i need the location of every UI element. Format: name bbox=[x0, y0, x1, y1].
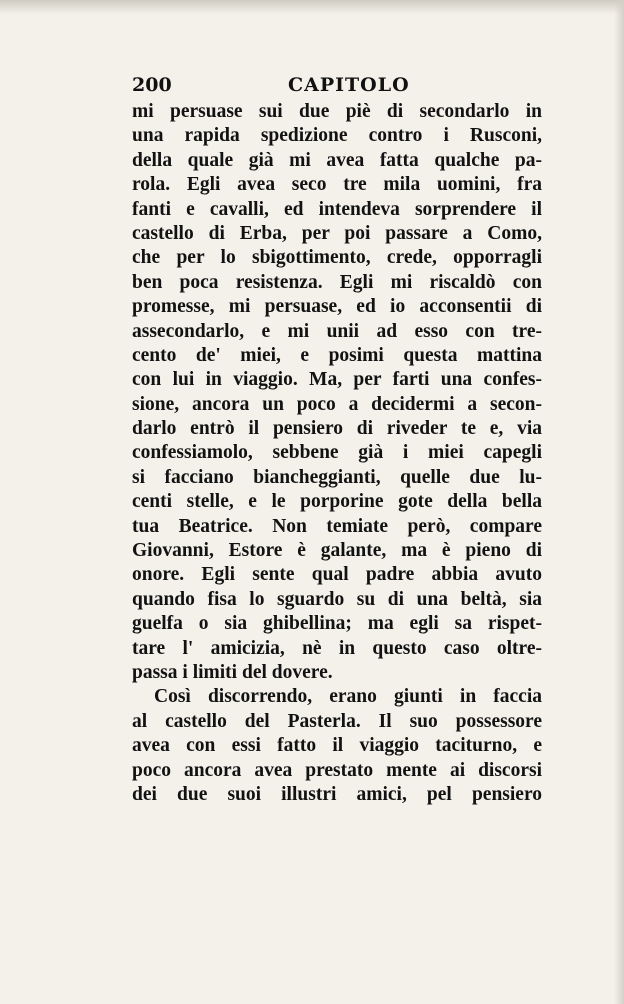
page-edge-shadow-right bbox=[614, 0, 624, 1004]
body-text bbox=[132, 100, 542, 807]
text-line: confessiamolo, sebbene già i miei capegli bbox=[132, 442, 542, 464]
text-line: tua Beatrice. Non temiate però, compare bbox=[132, 515, 542, 537]
text-line: della quale già mi avea fatta qualche pa- bbox=[132, 149, 542, 171]
text-line: assecondarlo, e mi unii ad esso con tre- bbox=[132, 320, 542, 342]
text-line: una rapida spedizione contro i Rusconi, bbox=[132, 125, 542, 147]
text-line: che per lo sbigottimento, crede, opporragli bbox=[132, 247, 542, 269]
text-line: cento de' miei, e posimi questa mattina bbox=[132, 344, 542, 366]
text-line-paragraph-start: Così discorrendo, erano giunti in faccia bbox=[154, 686, 542, 708]
text-line: dei due suoi illustri amici, pel pensiero bbox=[132, 783, 542, 805]
page-edge-shadow-top bbox=[0, 0, 624, 14]
text-line: mi persuase sui due piè di secondarlo in bbox=[132, 101, 542, 122]
text-line: castello di Erba, per poi passare a Como, bbox=[132, 222, 542, 244]
text-line: Giovanni, Estore è galante, ma è pieno di bbox=[132, 540, 542, 562]
text-line: darlo entrò il pensiero di riveder te e, via bbox=[132, 418, 542, 440]
text-line: quando fisa lo sguardo su di una beltà, sia bbox=[132, 588, 542, 610]
chapter-header-title: CAPITOLO bbox=[288, 74, 410, 96]
text-line-paragraph-end: passa i limiti del dovere. bbox=[132, 661, 333, 683]
text-line: guelfa o sia ghibellina; ma egli sa rispet- bbox=[132, 613, 542, 635]
text-line: tare l' amicizia, nè in questo caso oltre- bbox=[132, 637, 542, 659]
text-line: centi stelle, e le porporine gote della bella bbox=[132, 491, 542, 513]
text-line: ben poca resistenza. Egli mi riscaldò con bbox=[132, 271, 542, 293]
text-line: rola. Egli avea seco tre mila uomini, fra bbox=[132, 174, 542, 196]
text-line: onore. Egli sente qual padre abbia avuto bbox=[132, 564, 542, 586]
text-line: al castello del Pasterla. Il suo possessore bbox=[132, 710, 542, 732]
text-line: si facciano biancheggianti, quelle due lu- bbox=[132, 466, 542, 488]
text-line: promesse, mi persuase, ed io acconsentii di bbox=[132, 296, 542, 318]
text-line: sione, ancora un poco a decidermi a secon- bbox=[132, 393, 542, 415]
text-line: con lui in viaggio. Ma, per farti una confes- bbox=[132, 369, 542, 391]
text-line: avea con essi fatto il viaggio taciturno, e bbox=[132, 735, 542, 757]
text-line: fanti e cavalli, ed intendeva sorprendere il bbox=[132, 198, 542, 220]
page-number: 200 bbox=[132, 74, 172, 96]
text-line: poco ancora avea prestato mente ai discorsi bbox=[132, 759, 542, 781]
